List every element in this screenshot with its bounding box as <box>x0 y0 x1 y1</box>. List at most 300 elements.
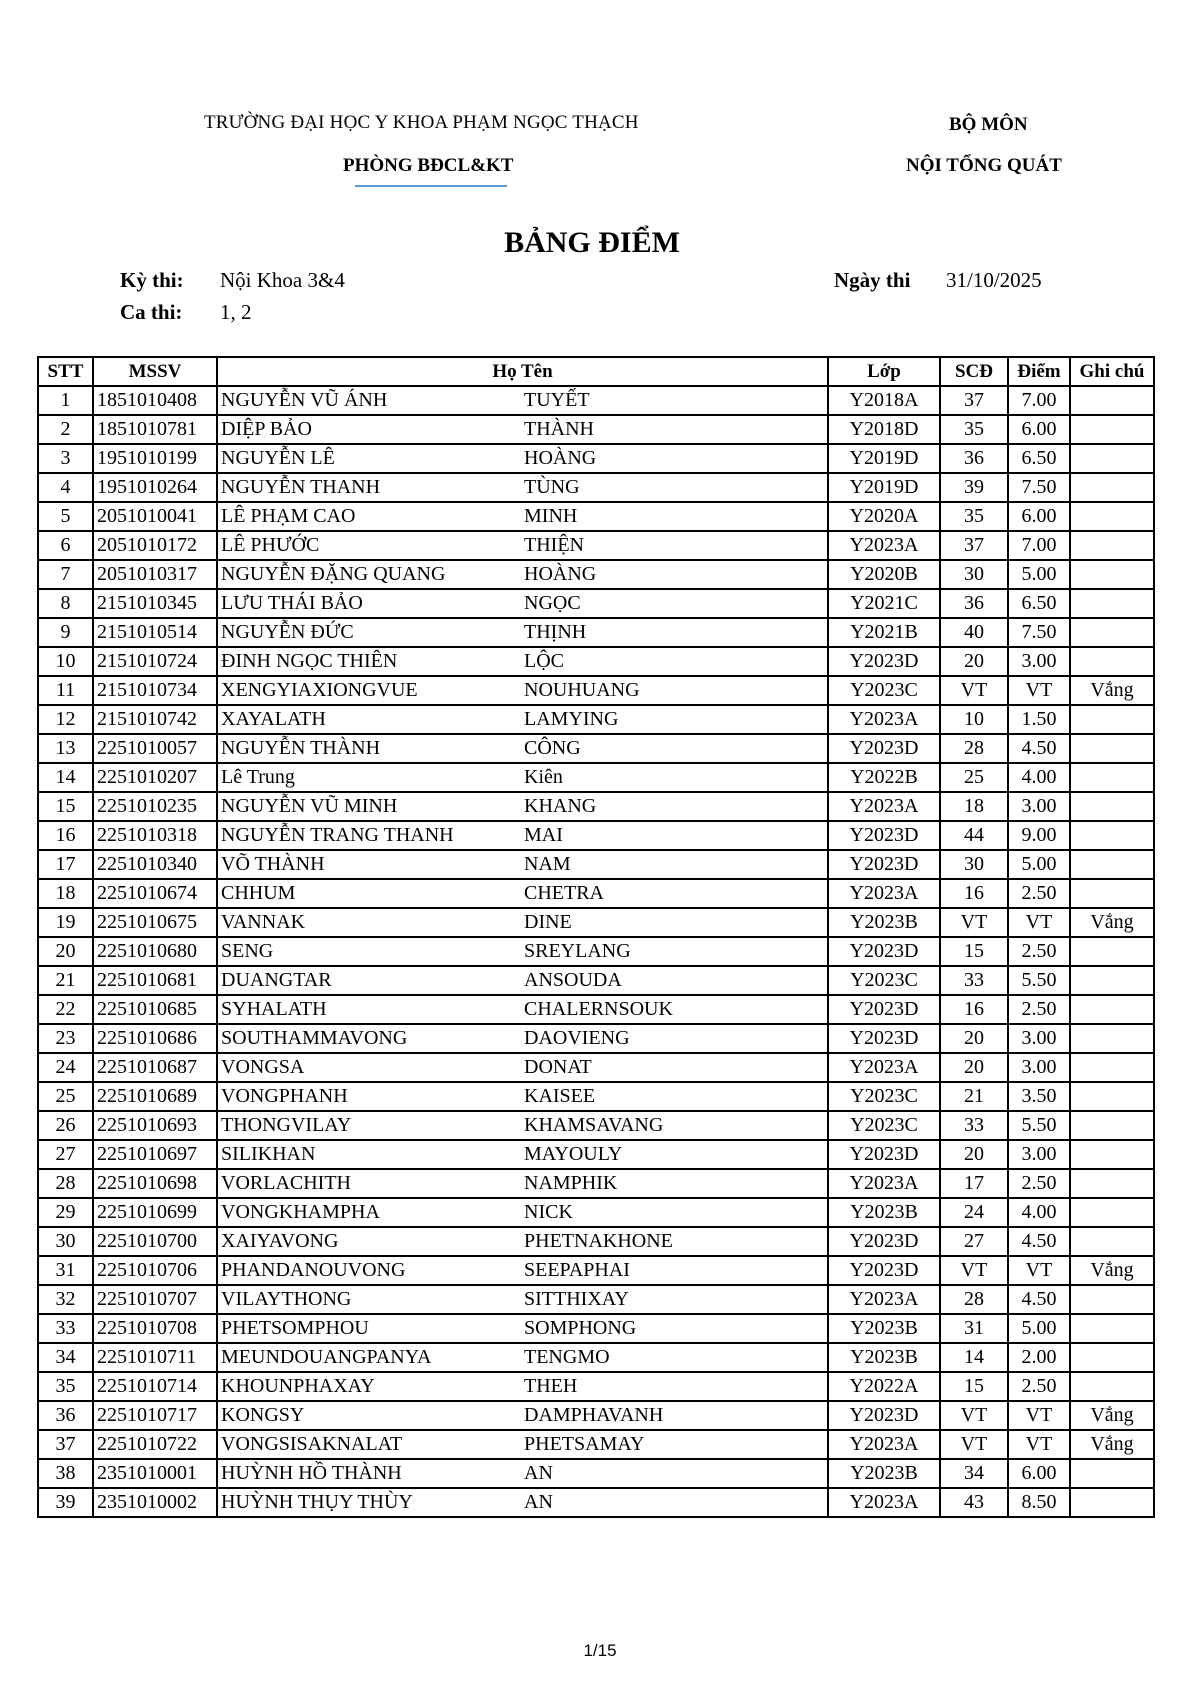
cell-lop: Y2023A <box>828 1285 940 1314</box>
cell-mssv: 2051010317 <box>93 560 217 589</box>
table-row <box>38 1053 1154 1082</box>
cell-scd: 36 <box>940 444 1008 473</box>
cell-ghi-chu <box>1070 502 1154 531</box>
cell-mssv: 2051010041 <box>93 502 217 531</box>
table-row <box>38 647 1154 676</box>
cell-diem: VT <box>1008 676 1070 705</box>
cell-ghi-chu <box>1070 1198 1154 1227</box>
table-row <box>38 1372 1154 1401</box>
cell-lop: Y2021B <box>828 618 940 647</box>
cell-stt: 39 <box>38 1488 93 1517</box>
cell-scd: 21 <box>940 1082 1008 1111</box>
cell-stt: 10 <box>38 647 93 676</box>
cell-scd: 17 <box>940 1169 1008 1198</box>
cell-lop: Y2022A <box>828 1372 940 1401</box>
cell-stt: 3 <box>38 444 93 473</box>
cell-ghi-chu <box>1070 618 1154 647</box>
cell-diem: 7.00 <box>1008 531 1070 560</box>
cell-ten: ANSOUDA <box>524 969 622 991</box>
cell-ghi-chu <box>1070 937 1154 966</box>
col-header-scd: SCĐ <box>940 357 1008 386</box>
cell-scd: VT <box>940 1401 1008 1430</box>
cell-stt: 30 <box>38 1227 93 1256</box>
cell-scd: 15 <box>940 1372 1008 1401</box>
cell-lop: Y2020A <box>828 502 940 531</box>
cell-scd: 37 <box>940 386 1008 415</box>
ca-thi-label: Ca thi: <box>120 300 183 324</box>
cell-ten: SEEPAPHAI <box>524 1259 630 1281</box>
cell-stt: 14 <box>38 763 93 792</box>
cell-ten: THỊNH <box>524 621 587 643</box>
cell-ho: VONGPHANH <box>221 1085 348 1107</box>
cell-mssv: 2251010698 <box>93 1169 217 1198</box>
cell-ho-ten <box>217 676 828 705</box>
cell-mssv: 1851010408 <box>93 386 217 415</box>
table-row <box>38 560 1154 589</box>
cell-ho: NGUYỄN LÊ <box>221 447 335 469</box>
cell-ten: PHETNAKHONE <box>524 1230 673 1252</box>
cell-scd: 31 <box>940 1314 1008 1343</box>
cell-scd: 28 <box>940 734 1008 763</box>
cell-ten: DONAT <box>524 1056 592 1078</box>
cell-stt: 22 <box>38 995 93 1024</box>
cell-diem: 4.00 <box>1008 763 1070 792</box>
cell-scd: 16 <box>940 879 1008 908</box>
cell-scd: 44 <box>940 821 1008 850</box>
cell-mssv: 1951010199 <box>93 444 217 473</box>
cell-ghi-chu <box>1070 1459 1154 1488</box>
cell-stt: 4 <box>38 473 93 502</box>
cell-scd: 15 <box>940 937 1008 966</box>
cell-lop: Y2023B <box>828 1459 940 1488</box>
cell-diem: 6.50 <box>1008 444 1070 473</box>
cell-ghi-chu: Vắng <box>1070 676 1154 705</box>
cell-ho-ten <box>217 415 828 444</box>
cell-mssv: 2251010207 <box>93 763 217 792</box>
cell-lop: Y2019D <box>828 473 940 502</box>
cell-scd: 39 <box>940 473 1008 502</box>
header-divider <box>355 185 507 187</box>
cell-stt: 31 <box>38 1256 93 1285</box>
cell-ho-ten <box>217 850 828 879</box>
cell-lop: Y2023B <box>828 1314 940 1343</box>
cell-scd: 43 <box>940 1488 1008 1517</box>
table-row <box>38 589 1154 618</box>
ngay-thi-label: Ngày thi <box>834 268 911 292</box>
cell-stt: 24 <box>38 1053 93 1082</box>
cell-ghi-chu <box>1070 792 1154 821</box>
cell-stt: 33 <box>38 1314 93 1343</box>
cell-diem: 5.00 <box>1008 1314 1070 1343</box>
cell-ten: TUYẾT <box>524 389 590 411</box>
table-row <box>38 995 1154 1024</box>
table-row <box>38 850 1154 879</box>
cell-ten: THÀNH <box>524 418 594 440</box>
cell-lop: Y2023D <box>828 995 940 1024</box>
cell-ho-ten <box>217 1430 828 1459</box>
cell-diem: 4.50 <box>1008 1227 1070 1256</box>
cell-ghi-chu <box>1070 473 1154 502</box>
cell-lop: Y2023A <box>828 1488 940 1517</box>
cell-scd: 30 <box>940 850 1008 879</box>
table-row <box>38 937 1154 966</box>
cell-scd: VT <box>940 1430 1008 1459</box>
cell-lop: Y2018D <box>828 415 940 444</box>
table-row <box>38 908 1154 937</box>
table-row <box>38 966 1154 995</box>
cell-ghi-chu <box>1070 1111 1154 1140</box>
cell-stt: 36 <box>38 1401 93 1430</box>
table-row <box>38 618 1154 647</box>
table-row <box>38 473 1154 502</box>
cell-diem: 8.50 <box>1008 1488 1070 1517</box>
col-header-mssv: MSSV <box>93 357 217 386</box>
cell-mssv: 2251010699 <box>93 1198 217 1227</box>
cell-lop: Y2019D <box>828 444 940 473</box>
cell-ghi-chu <box>1070 966 1154 995</box>
cell-mssv: 2151010734 <box>93 676 217 705</box>
table-row <box>38 1140 1154 1169</box>
cell-ho: LÊ PHƯỚC <box>221 534 320 556</box>
cell-scd: VT <box>940 676 1008 705</box>
table-row <box>38 879 1154 908</box>
cell-ho-ten <box>217 560 828 589</box>
cell-diem: 3.00 <box>1008 1140 1070 1169</box>
cell-ho-ten <box>217 1256 828 1285</box>
cell-ho-ten <box>217 1343 828 1372</box>
cell-mssv: 2151010742 <box>93 705 217 734</box>
table-row <box>38 1430 1154 1459</box>
cell-ho-ten <box>217 589 828 618</box>
cell-ho: LƯU THÁI BẢO <box>221 592 363 614</box>
cell-ho: XAYALATH <box>221 708 326 730</box>
cell-ten: HOÀNG <box>524 563 597 585</box>
cell-lop: Y2023C <box>828 966 940 995</box>
cell-ho-ten <box>217 879 828 908</box>
cell-ten: DAOVIENG <box>524 1027 630 1049</box>
cell-diem: 9.00 <box>1008 821 1070 850</box>
cell-lop: Y2023B <box>828 1343 940 1372</box>
cell-ho: PHANDANOUVONG <box>221 1259 406 1281</box>
cell-scd: 37 <box>940 531 1008 560</box>
cell-stt: 29 <box>38 1198 93 1227</box>
cell-ho: XENGYIAXIONGVUE <box>221 679 418 701</box>
cell-mssv: 2251010697 <box>93 1140 217 1169</box>
cell-ho-ten <box>217 618 828 647</box>
cell-ho: Lê Trung <box>221 766 295 788</box>
cell-lop: Y2023D <box>828 937 940 966</box>
cell-ho-ten <box>217 1488 828 1517</box>
cell-ten: AN <box>524 1462 553 1484</box>
cell-ho-ten <box>217 908 828 937</box>
cell-mssv: 2251010711 <box>93 1343 217 1372</box>
cell-ten: THIỆN <box>524 534 584 556</box>
cell-ho-ten <box>217 1082 828 1111</box>
cell-stt: 32 <box>38 1285 93 1314</box>
cell-ten: SITTHIXAY <box>524 1288 629 1310</box>
cell-ghi-chu <box>1070 1053 1154 1082</box>
cell-ho-ten <box>217 1314 828 1343</box>
score-table <box>37 356 1155 1518</box>
cell-ghi-chu <box>1070 444 1154 473</box>
cell-ghi-chu <box>1070 1285 1154 1314</box>
cell-scd: 24 <box>940 1198 1008 1227</box>
cell-ho: HUỲNH THỤY THÙY <box>221 1491 413 1513</box>
cell-diem: 2.50 <box>1008 995 1070 1024</box>
cell-diem: 5.00 <box>1008 560 1070 589</box>
cell-diem: 3.00 <box>1008 792 1070 821</box>
cell-ho: HUỲNH HỒ THÀNH <box>221 1462 402 1484</box>
cell-diem: 2.00 <box>1008 1343 1070 1372</box>
cell-stt: 5 <box>38 502 93 531</box>
cell-ghi-chu <box>1070 415 1154 444</box>
ca-thi-value: 1, 2 <box>220 300 252 324</box>
cell-ten: DINE <box>524 911 572 933</box>
bo-mon-label: BỘ MÔN <box>949 114 1028 135</box>
table-row <box>38 1343 1154 1372</box>
cell-ten: NAMPHIK <box>524 1172 618 1194</box>
cell-mssv: 2251010708 <box>93 1314 217 1343</box>
cell-ho: PHETSOMPHOU <box>221 1317 369 1339</box>
cell-stt: 6 <box>38 531 93 560</box>
cell-mssv: 2251010235 <box>93 792 217 821</box>
cell-ghi-chu <box>1070 589 1154 618</box>
cell-diem: 2.50 <box>1008 937 1070 966</box>
cell-stt: 7 <box>38 560 93 589</box>
cell-stt: 35 <box>38 1372 93 1401</box>
cell-ho: SENG <box>221 940 274 962</box>
cell-stt: 34 <box>38 1343 93 1372</box>
cell-ten: THEH <box>524 1375 578 1397</box>
cell-ghi-chu <box>1070 995 1154 1024</box>
cell-ho: SYHALATH <box>221 998 327 1020</box>
cell-stt: 26 <box>38 1111 93 1140</box>
cell-mssv: 2251010675 <box>93 908 217 937</box>
cell-lop: Y2023A <box>828 531 940 560</box>
page-title: BẢNG ĐIỂM <box>504 226 680 259</box>
cell-ghi-chu <box>1070 1372 1154 1401</box>
cell-scd: 33 <box>940 1111 1008 1140</box>
cell-lop: Y2023A <box>828 1053 940 1082</box>
col-header-ghi-chu: Ghi chú <box>1070 357 1154 386</box>
cell-ho-ten <box>217 502 828 531</box>
cell-lop: Y2023D <box>828 1401 940 1430</box>
table-row <box>38 1227 1154 1256</box>
cell-diem: 5.50 <box>1008 1111 1070 1140</box>
cell-ghi-chu: Vắng <box>1070 1401 1154 1430</box>
cell-stt: 20 <box>38 937 93 966</box>
cell-lop: Y2020B <box>828 560 940 589</box>
table-row <box>38 531 1154 560</box>
cell-ho: THONGVILAY <box>221 1114 352 1136</box>
cell-stt: 12 <box>38 705 93 734</box>
cell-mssv: 1951010264 <box>93 473 217 502</box>
cell-ho-ten <box>217 473 828 502</box>
cell-ten: Kiên <box>524 766 563 788</box>
cell-stt: 16 <box>38 821 93 850</box>
cell-ho: VONGSISAKNALAT <box>221 1433 403 1455</box>
cell-lop: Y2023D <box>828 1140 940 1169</box>
cell-ten: TENGMO <box>524 1346 610 1368</box>
cell-diem: 4.50 <box>1008 734 1070 763</box>
cell-mssv: 2251010686 <box>93 1024 217 1053</box>
cell-ho-ten <box>217 1140 828 1169</box>
cell-ghi-chu <box>1070 1024 1154 1053</box>
table-row <box>38 386 1154 415</box>
cell-lop: Y2023B <box>828 908 940 937</box>
cell-scd: 10 <box>940 705 1008 734</box>
cell-ghi-chu <box>1070 1488 1154 1517</box>
cell-mssv: 2151010724 <box>93 647 217 676</box>
cell-ten: NAM <box>524 853 571 875</box>
table-row <box>38 763 1154 792</box>
cell-lop: Y2023A <box>828 879 940 908</box>
cell-ghi-chu <box>1070 763 1154 792</box>
cell-ho-ten <box>217 1459 828 1488</box>
table-row <box>38 1285 1154 1314</box>
cell-ho: DIỆP BẢO <box>221 418 312 440</box>
cell-ghi-chu <box>1070 386 1154 415</box>
cell-scd: 35 <box>940 502 1008 531</box>
cell-ten: DAMPHAVANH <box>524 1404 664 1426</box>
cell-ghi-chu <box>1070 1227 1154 1256</box>
cell-ho-ten <box>217 444 828 473</box>
cell-ho: VONGSA <box>221 1056 305 1078</box>
cell-ten: TÙNG <box>524 476 580 498</box>
cell-stt: 8 <box>38 589 93 618</box>
cell-ho-ten <box>217 531 828 560</box>
cell-ghi-chu <box>1070 821 1154 850</box>
cell-lop: Y2021C <box>828 589 940 618</box>
col-header-diem: Điểm <box>1008 357 1070 386</box>
table-row <box>38 734 1154 763</box>
cell-ho-ten <box>217 821 828 850</box>
cell-scd: 27 <box>940 1227 1008 1256</box>
cell-stt: 18 <box>38 879 93 908</box>
cell-ho: MEUNDOUANGPANYA <box>221 1346 432 1368</box>
cell-lop: Y2023A <box>828 792 940 821</box>
cell-ho: VONGKHAMPHA <box>221 1201 380 1223</box>
table-row <box>38 1169 1154 1198</box>
cell-diem: 7.50 <box>1008 473 1070 502</box>
table-row <box>38 444 1154 473</box>
table-row <box>38 792 1154 821</box>
cell-diem: VT <box>1008 1256 1070 1285</box>
cell-stt: 13 <box>38 734 93 763</box>
cell-mssv: 2251010693 <box>93 1111 217 1140</box>
cell-ho-ten <box>217 647 828 676</box>
cell-mssv: 2251010057 <box>93 734 217 763</box>
cell-ho-ten <box>217 1198 828 1227</box>
cell-ho: NGUYỄN ĐỨC <box>221 621 354 643</box>
cell-ghi-chu <box>1070 850 1154 879</box>
cell-mssv: 2251010689 <box>93 1082 217 1111</box>
cell-ten: NOUHUANG <box>524 679 640 701</box>
col-header-stt: STT <box>38 357 93 386</box>
cell-mssv: 2251010687 <box>93 1053 217 1082</box>
cell-stt: 37 <box>38 1430 93 1459</box>
cell-mssv: 2251010674 <box>93 879 217 908</box>
table-row <box>38 415 1154 444</box>
cell-mssv: 2151010514 <box>93 618 217 647</box>
cell-lop: Y2023A <box>828 1169 940 1198</box>
cell-stt: 19 <box>38 908 93 937</box>
cell-diem: 6.00 <box>1008 415 1070 444</box>
cell-lop: Y2023D <box>828 1024 940 1053</box>
cell-ten: CHALERNSOUK <box>524 998 673 1020</box>
cell-ghi-chu <box>1070 1314 1154 1343</box>
cell-mssv: 2351010001 <box>93 1459 217 1488</box>
cell-stt: 28 <box>38 1169 93 1198</box>
cell-ho-ten <box>217 1227 828 1256</box>
cell-scd: VT <box>940 1256 1008 1285</box>
cell-diem: VT <box>1008 908 1070 937</box>
cell-ho-ten <box>217 937 828 966</box>
table-row <box>38 705 1154 734</box>
cell-ho-ten <box>217 1053 828 1082</box>
cell-mssv: 2351010002 <box>93 1488 217 1517</box>
cell-ho-ten <box>217 1372 828 1401</box>
cell-diem: 3.50 <box>1008 1082 1070 1111</box>
cell-ho-ten <box>217 705 828 734</box>
cell-ho-ten <box>217 995 828 1024</box>
cell-stt: 1 <box>38 386 93 415</box>
col-header-ho-ten: Họ Tên <box>217 357 828 386</box>
cell-diem: 7.00 <box>1008 386 1070 415</box>
cell-scd: 36 <box>940 589 1008 618</box>
cell-diem: 3.00 <box>1008 647 1070 676</box>
cell-ten: PHETSAMAY <box>524 1433 645 1455</box>
cell-lop: Y2023C <box>828 676 940 705</box>
cell-lop: Y2023D <box>828 1227 940 1256</box>
cell-ho-ten <box>217 966 828 995</box>
department-name: PHÒNG BĐCL&KT <box>343 155 514 176</box>
cell-ho: ĐINH NGỌC THIÊN <box>221 650 398 672</box>
cell-mssv: 1851010781 <box>93 415 217 444</box>
cell-scd: 30 <box>940 560 1008 589</box>
cell-ghi-chu <box>1070 647 1154 676</box>
cell-scd: 18 <box>940 792 1008 821</box>
cell-ten: NGỌC <box>524 592 581 614</box>
cell-ho: XAIYAVONG <box>221 1230 339 1252</box>
cell-ho: DUANGTAR <box>221 969 332 991</box>
table-row <box>38 1401 1154 1430</box>
cell-ten: KHANG <box>524 795 597 817</box>
cell-ghi-chu <box>1070 705 1154 734</box>
cell-ten: AN <box>524 1491 553 1513</box>
cell-ho: NGUYỄN VŨ MINH <box>221 795 398 817</box>
cell-scd: 14 <box>940 1343 1008 1372</box>
cell-stt: 27 <box>38 1140 93 1169</box>
cell-diem: 7.50 <box>1008 618 1070 647</box>
cell-ho: KONGSY <box>221 1404 305 1426</box>
cell-ho: LÊ PHẠM CAO <box>221 505 356 527</box>
ngay-thi-value: 31/10/2025 <box>946 268 1042 292</box>
cell-ten: SREYLANG <box>524 940 631 962</box>
cell-scd: 33 <box>940 966 1008 995</box>
cell-mssv: 2251010318 <box>93 821 217 850</box>
cell-ho-ten <box>217 763 828 792</box>
cell-ten: CHETRA <box>524 882 604 904</box>
cell-mssv: 2251010706 <box>93 1256 217 1285</box>
cell-lop: Y2023B <box>828 1198 940 1227</box>
cell-stt: 15 <box>38 792 93 821</box>
ky-thi-value: Nội Khoa 3&4 <box>220 268 345 292</box>
cell-mssv: 2051010172 <box>93 531 217 560</box>
cell-ghi-chu <box>1070 1082 1154 1111</box>
cell-ho: VANNAK <box>221 911 306 933</box>
cell-stt: 2 <box>38 415 93 444</box>
